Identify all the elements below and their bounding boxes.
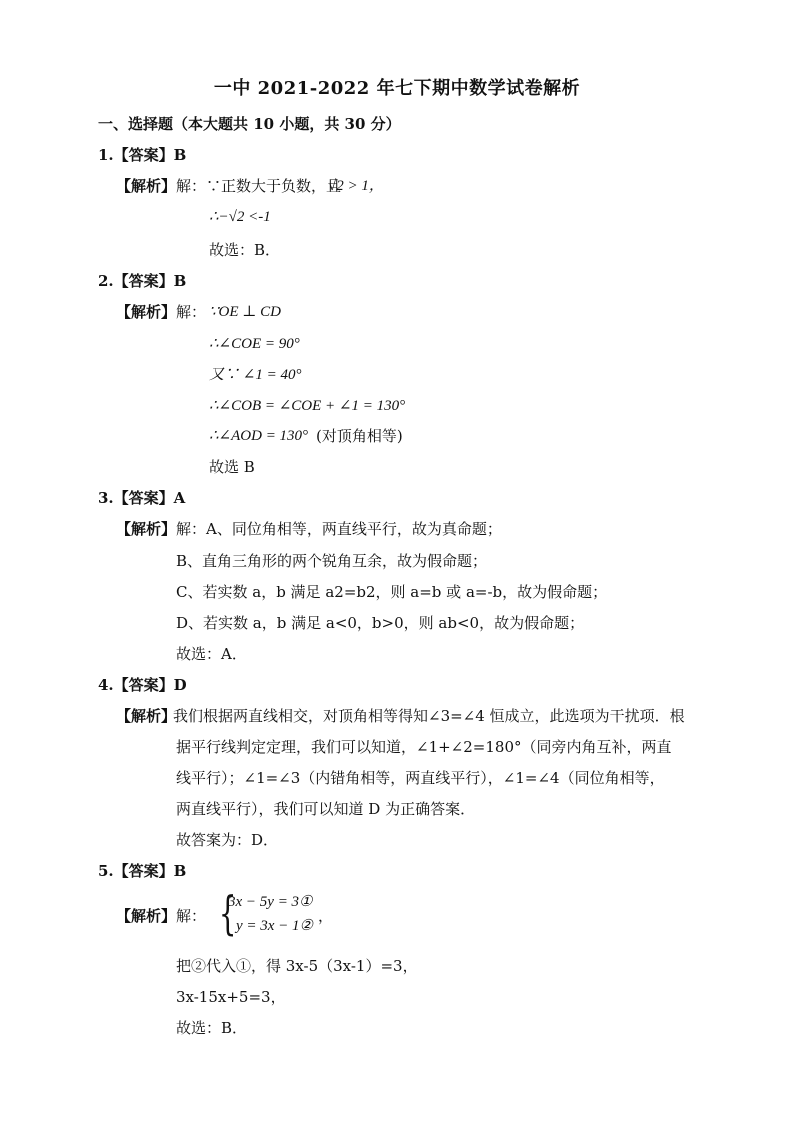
q4-line-5: 故答案为：D．	[176, 831, 279, 849]
q2-line-4: 又∵ ∠1 = 40°	[209, 367, 302, 383]
q5-equation-2: y = 3x − 1②	[236, 918, 314, 934]
section-heading: 一、选择题（本大题共 10 小题，共 30 分）	[98, 115, 401, 133]
q4-line-4: 两直线平行），我们可以知道 D 为正确答案．	[176, 800, 476, 818]
q5-line-2: 3x-15x+5=3，	[176, 988, 286, 1006]
q2-line-6: ∴∠AOD = 130°	[209, 428, 309, 444]
q3-line-3: C、若实数 a，b 满足 a2=b2，则 a=b 或 a=-b，故为假命题；	[176, 583, 608, 601]
q2-line-3: ∴∠COE = 90°	[209, 336, 300, 352]
q2-line-2: ∵OE ⊥ CD	[209, 304, 281, 320]
q5-line-1: 把②代入①，得 3x-5（3x-1）=3，	[176, 957, 418, 975]
q2-line-1: 解：	[176, 303, 207, 321]
q5-equation-1: 3x − 5y = 3①	[228, 894, 313, 910]
q4-answer: 4.【答案】D	[98, 676, 187, 694]
q3-line-1: 解：A、同位角相等，两直线平行，故为真命题；	[176, 520, 502, 538]
q5-analysis-label: 【解析】	[116, 907, 177, 925]
q1-line-1-math: √2 > 1，	[328, 178, 384, 194]
q5-answer: 5.【答案】B	[98, 862, 187, 880]
q2-line-7: 故选 B	[209, 458, 255, 476]
q3-line-4: D、若实数 a，b 满足 a<0，b>0，则 ab<0，故为假命题；	[176, 614, 585, 632]
q4-line-2: 据平行线判定定理，我们可以知道，∠1+∠2=180°（同旁内角互补，两直	[176, 738, 672, 756]
q1-line-2: ∴−√2 <-1	[209, 209, 271, 225]
q4-line-3: 线平行）；∠1=∠3（内错角相等，两直线平行），∠1=∠4（同位角相等，	[176, 769, 665, 787]
equation-system-brace: {	[218, 886, 237, 940]
q3-line-5: 故选：A．	[176, 645, 247, 663]
q3-answer: 3.【答案】A	[98, 489, 186, 507]
q2-line-6-note: (对顶角相等)	[316, 427, 403, 445]
q1-line-1: 解：∵正数大于负数，且	[176, 177, 342, 195]
q4-analysis-label: 【解析】	[116, 707, 177, 725]
q2-answer: 2.【答案】B	[98, 272, 187, 290]
q2-analysis-label: 【解析】	[116, 303, 177, 321]
q2-line-5: ∴∠COB = ∠COE + ∠1 = 130°	[209, 398, 406, 414]
q1-analysis-label: 【解析】	[116, 177, 177, 195]
q3-line-2: B、直角三角形的两个锐角互余，故为假命题；	[176, 552, 488, 570]
q4-first-line: 我们根据两直线相交，对顶角相等得知∠3=∠4 恒成立，此选项为干扰项．根	[173, 707, 685, 725]
q5-equation-comma: ，	[318, 907, 334, 925]
q3-analysis-label: 【解析】	[116, 520, 177, 538]
q1-answer: 1.【答案】B	[98, 146, 187, 164]
q5-solve-label: 解：	[176, 907, 207, 925]
q5-line-3: 故选：B．	[176, 1019, 248, 1037]
page-title: 一中 2021-2022 年七下期中数学试卷解析	[213, 78, 581, 99]
q1-line-3: 故选：B．	[209, 241, 281, 259]
